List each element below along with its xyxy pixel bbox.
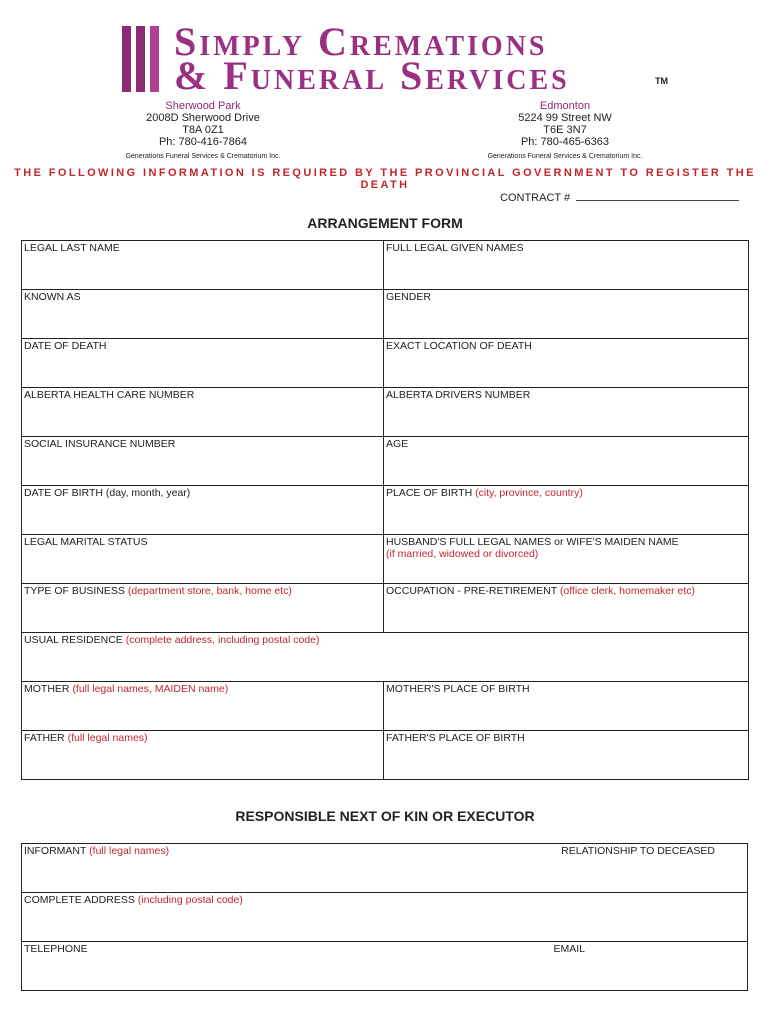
government-notice: THE FOLLOWING INFORMATION IS REQUIRED BY THE PROVINCIAL GOVERNMENT TO REGISTER THE DEATH (14, 167, 756, 191)
relationship-label: RELATIONSHIP TO DECEASED (561, 845, 715, 857)
location-postal: T6E 3N7 (543, 124, 587, 136)
table-row (22, 844, 748, 893)
location-company: Generations Funeral Services & Crematorium Inc. (125, 153, 281, 160)
table-row (22, 290, 749, 339)
location-city: Edmonton (539, 100, 591, 112)
location-of-death-field[interactable] (384, 339, 749, 388)
next-of-kin-table (21, 843, 748, 991)
field-hint: (full legal names, MAIDEN name) (72, 683, 229, 695)
field-hint: (office clerk, homemaker etc) (559, 585, 696, 597)
table-row (22, 437, 749, 486)
location-address: 2008D Sherwood Drive (146, 112, 260, 124)
marital-status-field[interactable] (22, 535, 384, 584)
location-address: 5224 99 Street NW (518, 112, 612, 124)
table-row (22, 241, 749, 290)
field-label: DATE OF DEATH (24, 340, 107, 352)
location-phone: Ph: 780-465-6363 (520, 136, 610, 148)
field-label: DATE OF BIRTH (day, month, year) (24, 487, 191, 499)
table-row (22, 942, 748, 991)
occupation-field[interactable] (384, 584, 749, 633)
mother-place-of-birth-field[interactable] (384, 682, 749, 731)
legal-last-name-field[interactable] (22, 241, 384, 290)
logo-bars-icon (122, 26, 164, 92)
field-label: INFORMANT (24, 845, 87, 857)
field-label: PLACE OF BIRTH (386, 487, 473, 499)
field-label: ALBERTA HEALTH CARE NUMBER (24, 389, 195, 401)
contract-line[interactable] (576, 190, 739, 201)
arrangement-form-title: ARRANGEMENT FORM (307, 215, 463, 231)
letterhead (0, 0, 770, 160)
field-label: KNOWN AS (24, 291, 81, 303)
table-row (22, 388, 749, 437)
field-label: FULL LEGAL GIVEN NAMES (386, 242, 524, 254)
field-label: EXACT LOCATION OF DEATH (386, 340, 532, 352)
location-city: Sherwood Park (165, 100, 241, 112)
field-label: FATHER'S PLACE OF BIRTH (386, 732, 525, 744)
table-row (22, 339, 749, 388)
field-label: TYPE OF BUSINESS (24, 585, 125, 597)
location-edmonton (455, 100, 675, 163)
arrangement-table (21, 240, 749, 780)
field-hint: (complete address, including postal code) (125, 634, 320, 646)
field-hint: (full legal names) (67, 732, 148, 744)
father-place-of-birth-field[interactable] (384, 731, 749, 780)
mother-name-field[interactable] (22, 682, 384, 731)
field-hint: (city, province, country) (475, 487, 583, 499)
complete-address-field[interactable] (22, 893, 748, 942)
location-postal: T8A 0Z1 (182, 124, 224, 136)
field-label: USUAL RESIDENCE (24, 634, 123, 646)
age-field[interactable] (384, 437, 749, 486)
date-of-death-field[interactable] (22, 339, 384, 388)
health-care-number-field[interactable] (22, 388, 384, 437)
field-hint: (including postal code) (137, 894, 243, 906)
field-label: COMPLETE ADDRESS (24, 894, 135, 906)
telephone-field[interactable] (22, 942, 748, 991)
field-label: FATHER (24, 732, 65, 744)
email-label: EMAIL (553, 943, 585, 955)
father-name-field[interactable] (22, 731, 384, 780)
contract-number-field[interactable] (500, 190, 739, 204)
table-row (22, 486, 749, 535)
date-of-birth-field[interactable] (22, 486, 384, 535)
location-phone: Ph: 780-416-7864 (158, 136, 248, 148)
brand-name-line1: Simply Cremations (174, 19, 548, 64)
next-of-kin-title: RESPONSIBLE NEXT OF KIN OR EXECUTOR (235, 808, 535, 824)
trademark-symbol: TM (655, 76, 668, 86)
full-legal-given-names-field[interactable] (384, 241, 749, 290)
spouse-name-field[interactable] (384, 535, 749, 584)
location-sherwood-park (93, 100, 313, 163)
table-row (22, 584, 749, 633)
field-label: TELEPHONE (24, 943, 88, 955)
known-as-field[interactable] (22, 290, 384, 339)
social-insurance-number-field[interactable] (22, 437, 384, 486)
field-hint: (full legal names) (89, 845, 170, 857)
usual-residence-field[interactable] (22, 633, 749, 682)
field-label: ALBERTA DRIVERS NUMBER (386, 389, 531, 401)
table-row (22, 893, 748, 942)
location-company: Generations Funeral Services & Crematorium Inc. (487, 153, 643, 160)
field-label: OCCUPATION - PRE-RETIREMENT (386, 585, 557, 597)
field-hint: (department store, bank, home etc) (127, 585, 292, 597)
contract-label: CONTRACT # (500, 192, 571, 204)
field-label: MOTHER (24, 683, 70, 695)
gender-field[interactable] (384, 290, 749, 339)
field-label: AGE (386, 438, 409, 450)
place-of-birth-field[interactable] (384, 486, 749, 535)
field-label: LEGAL LAST NAME (24, 242, 120, 254)
field-label: LEGAL MARITAL STATUS (24, 536, 148, 548)
field-label: GENDER (386, 291, 431, 303)
drivers-number-field[interactable] (384, 388, 749, 437)
table-row (22, 535, 749, 584)
field-label: SOCIAL INSURANCE NUMBER (24, 438, 176, 450)
field-label: MOTHER'S PLACE OF BIRTH (386, 683, 530, 695)
brand-name-line2: & Funeral Services (174, 53, 570, 98)
table-row (22, 633, 749, 682)
field-hint: (if married, widowed or divorced) (386, 548, 539, 560)
type-of-business-field[interactable] (22, 584, 384, 633)
informant-field[interactable] (22, 844, 748, 893)
table-row (22, 682, 749, 731)
table-row (22, 731, 749, 780)
field-label: HUSBAND'S FULL LEGAL NAMES or WIFE'S MAIDEN NAME (386, 536, 679, 548)
